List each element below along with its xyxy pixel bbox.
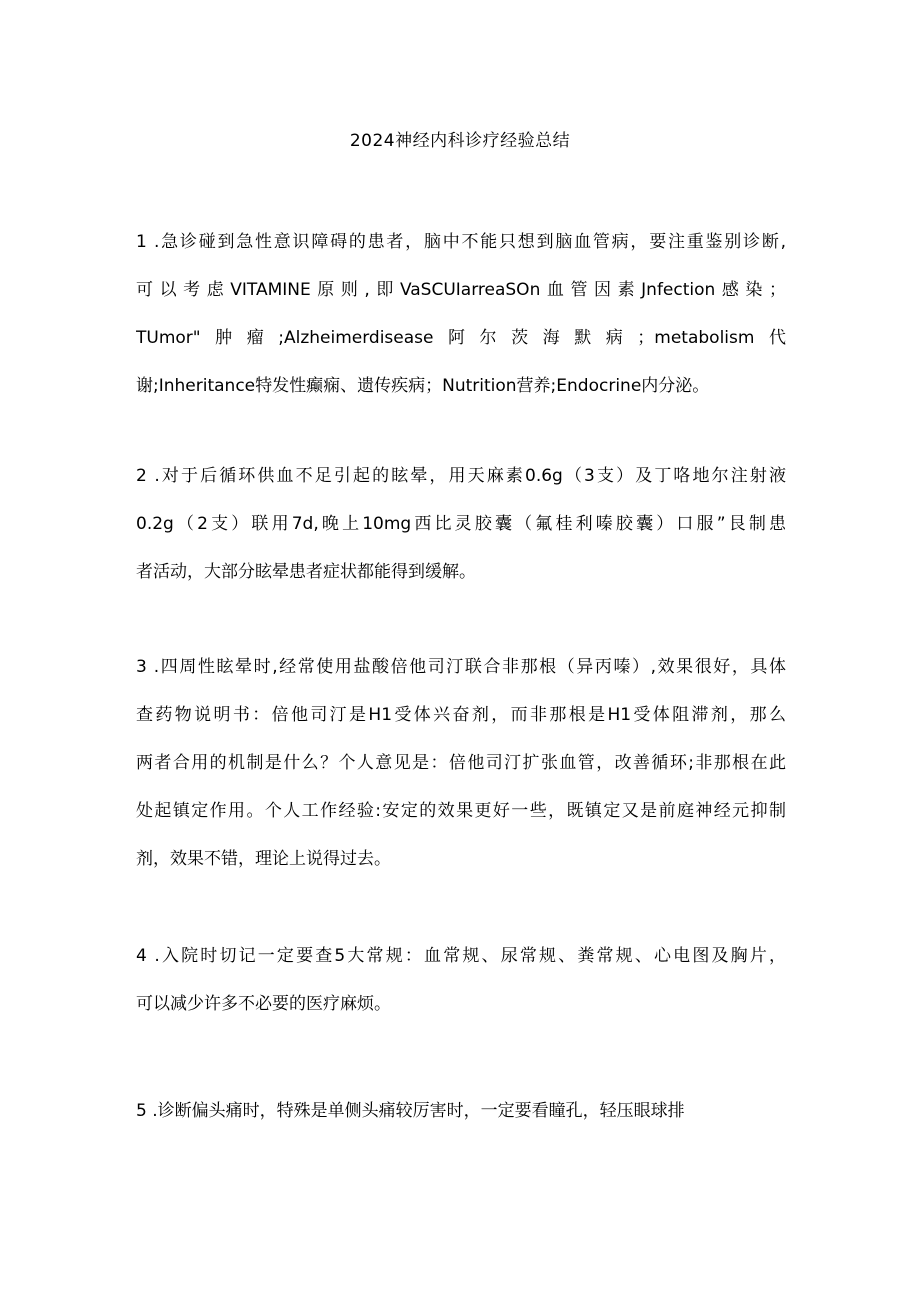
- paragraph-1: [136, 218, 786, 410]
- paragraph-line: 处起镇定作用。个人工作经验:安定的效果更好一些，既镇定又是前庭神经元抑制: [136, 801, 786, 821]
- paragraph-line: 2 .对于后循环供血不足引起的眩晕，用天麻素0.6g（3支）及丁咯地尔注射液: [136, 466, 786, 486]
- paragraph-line: 者活动，大部分眩晕患者症状都能得到缓解。: [136, 562, 476, 582]
- paragraph-line: 0.2g（2支）联用7d,晚上10mg西比灵胶囊（氟桂利嗪胶囊）口服”艮制患: [136, 514, 786, 534]
- paragraph-line: 3 .四周性眩晕时,经常使用盐酸倍他司汀联合非那根（异丙嗪）,效果很好，具体: [136, 657, 786, 677]
- paragraph-3: [136, 643, 786, 883]
- paragraph-5: [136, 1087, 786, 1135]
- paragraph-line: 1 .急诊碰到急性意识障碍的患者，脑中不能只想到脑血管病，要注重鉴别诊断,: [136, 232, 786, 252]
- paragraph-line: 剂，效果不错，理论上说得过去。: [136, 849, 391, 869]
- paragraph-line: 谢;Inheritance特发性癫痫、遗传疾病；Nutrition营养;Endocrine内分泌。: [136, 376, 710, 396]
- paragraph-line: 两者合用的机制是什么？个人意见是：倍他司汀扩张血管，改善循环;非那根在此: [136, 753, 786, 773]
- paragraph-4: [136, 932, 786, 1028]
- paragraph-2: [136, 452, 786, 596]
- paragraph-line: 4 .入院时切记一定要查5大常规：血常规、尿常规、粪常规、心电图及胸片，: [136, 946, 786, 966]
- paragraph-line: 查药物说明书：倍他司汀是H1受体兴奋剂，而非那根是H1受体阻滞剂，那么: [136, 705, 786, 725]
- paragraph-line: 5 .诊断偏头痛时，特殊是单侧头痛较厉害时，一定要看瞳孔，轻压眼球排: [136, 1101, 685, 1121]
- paragraph-line: 可以减少许多不必要的医疗麻烦。: [136, 994, 391, 1014]
- paragraph-line: 可以考虑VITAMINE原则,即VaSCUIarreaSOn血管因素Jnfection感染；: [136, 280, 786, 300]
- document-title: 2024神经内科诊疗经验总结: [349, 131, 571, 151]
- paragraph-line: TUmor"肿瘤;Alzheimerdisease阿尔茨海默病；metabolism代: [136, 328, 786, 348]
